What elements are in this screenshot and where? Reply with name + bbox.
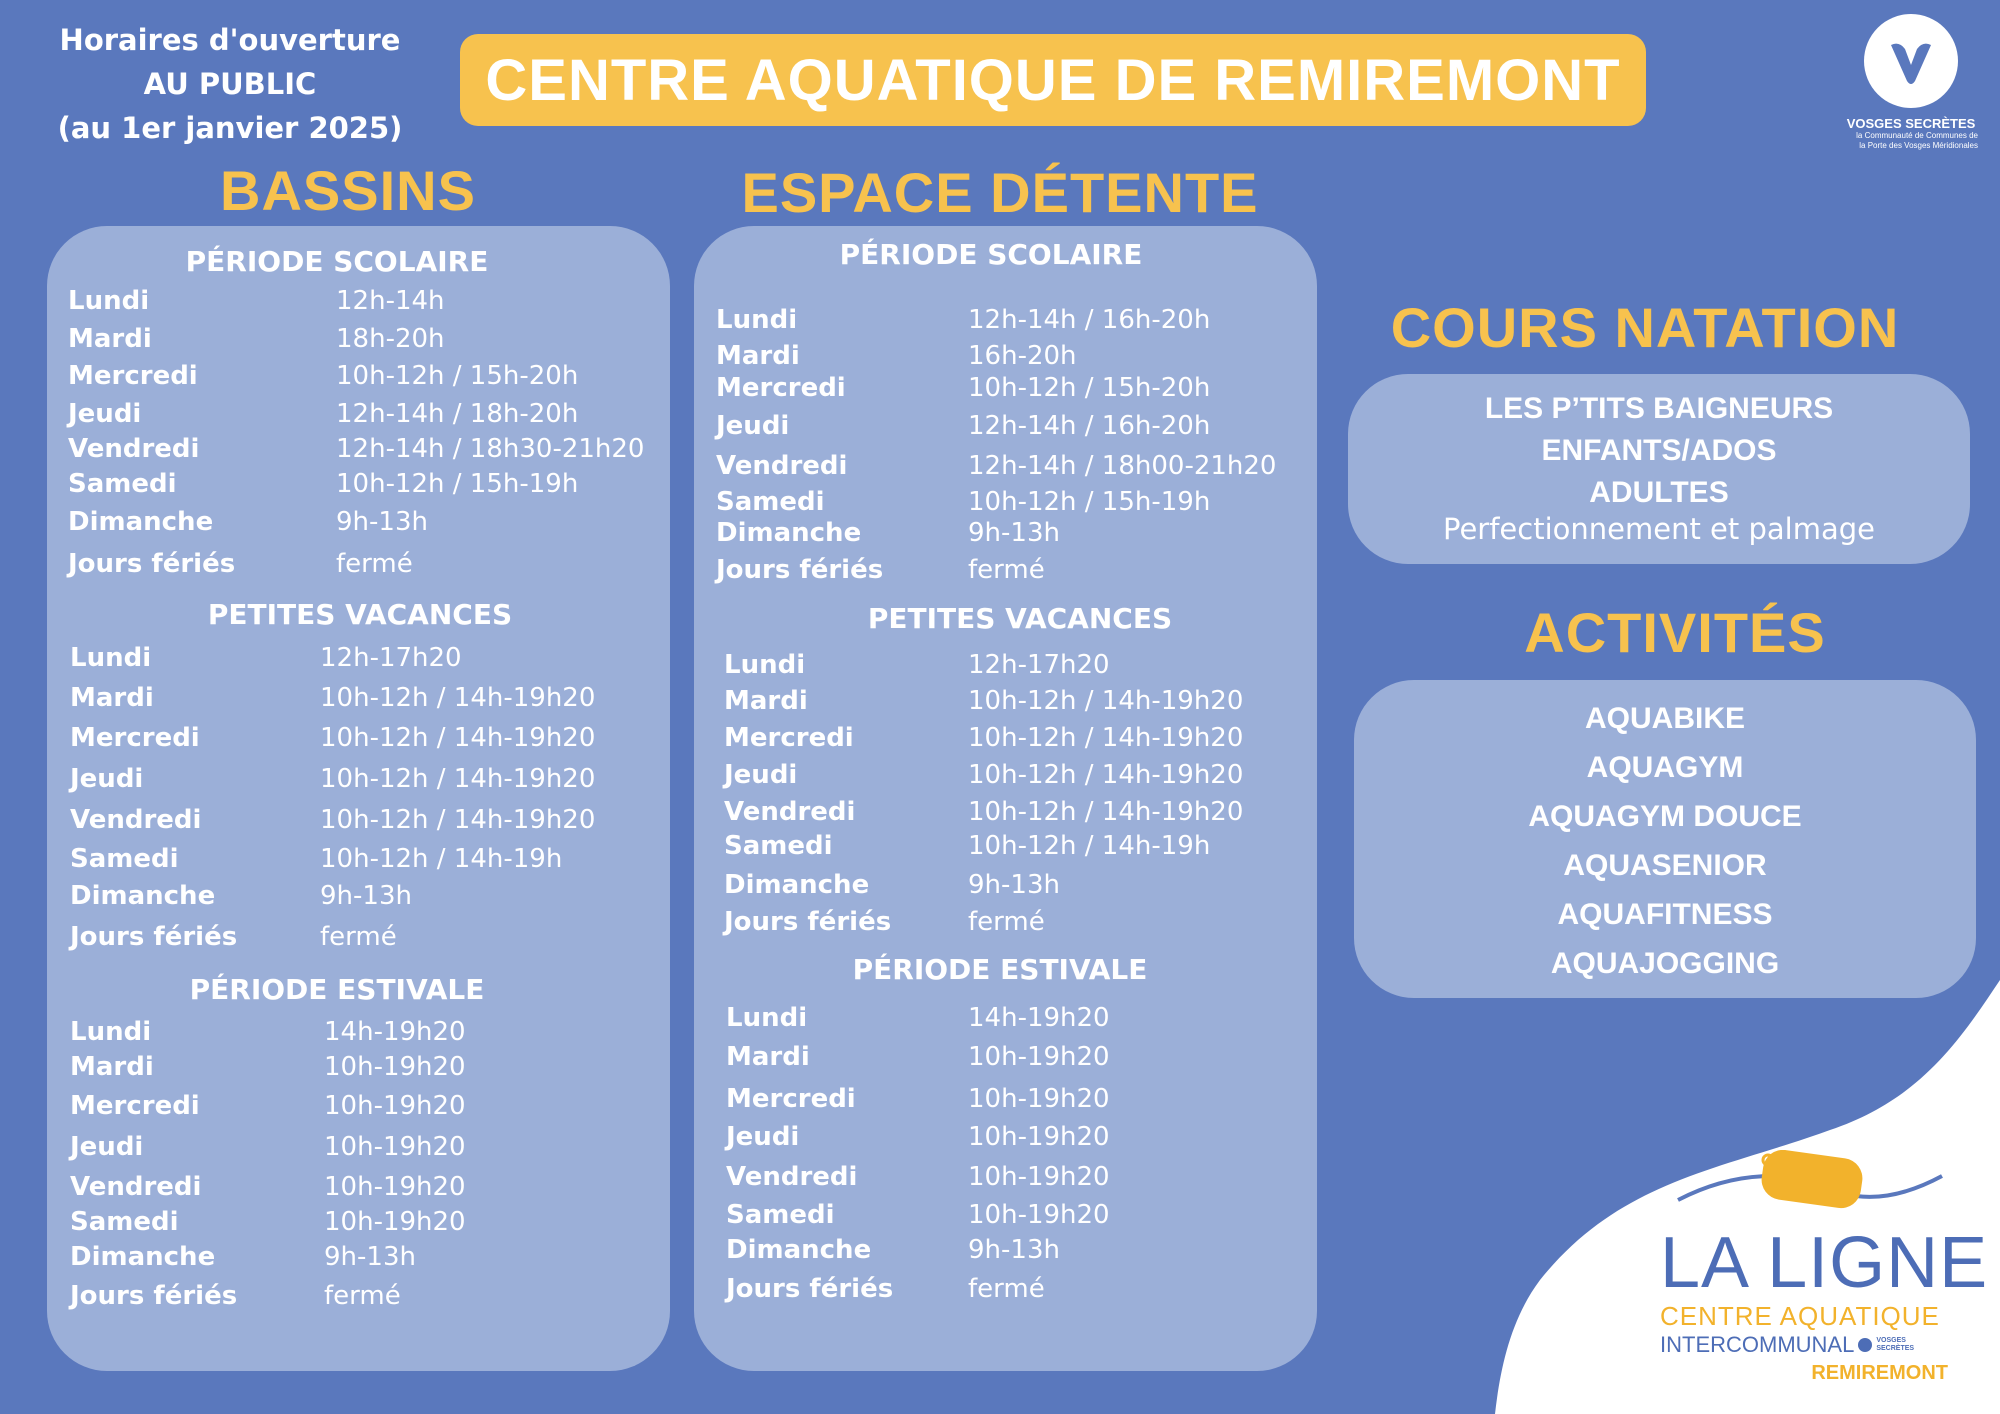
cours-item-enfants: ENFANTS/ADOS [1541,434,1777,467]
hours-line-2: AU PUBLIC [143,67,317,101]
time-value: 12h-14h [336,286,445,316]
day-label: Vendredi [68,434,200,464]
day-label: Mercredi [716,373,846,403]
cours-perfectionnement: Perfectionnement et palmage [1443,512,1875,546]
la-ligne-inter-text: INTERCOMMUNAL [1660,1332,1855,1357]
day-label: Lundi [724,650,806,680]
time-value: 12h-17h20 [320,643,462,673]
bassins-petites-title: PETITES VACANCES [207,598,513,631]
la-ligne-logo [1660,1225,2000,1387]
day-label: Lundi [68,286,150,316]
bassins-title: BASSINS [220,159,476,222]
time-value: 10h-12h / 14h-19h20 [968,723,1244,753]
day-label: Jours fériés [70,1281,238,1311]
time-value: 10h-19h20 [324,1052,466,1082]
bassins-estivale-title: PÉRIODE ESTIVALE [189,973,485,1006]
time-value: 10h-12h / 14h-19h20 [320,683,596,713]
day-label: Dimanche [724,870,870,900]
activites-list [1354,694,1976,988]
time-value: 9h-13h [320,881,412,911]
activite-aquabike: AQUABIKE [1584,702,1745,735]
time-value: 10h-12h / 14h-19h20 [320,805,596,835]
day-label: Jeudi [68,399,142,429]
time-value: 10h-12h / 14h-19h20 [968,797,1244,827]
day-label: Lundi [716,305,798,335]
activite-aquagym: AQUAGYM [1586,751,1744,784]
time-value: 10h-19h20 [968,1200,1110,1230]
day-label: Samedi [70,1207,179,1237]
time-value: 14h-19h20 [968,1003,1110,1033]
time-value: 10h-12h / 14h-19h [320,844,563,874]
time-value: 12h-14h / 18h-20h [336,399,579,429]
day-label: Jours fériés [70,922,238,952]
day-label: Mardi [70,683,154,713]
activites-title: ACTIVITÉS [1524,601,1826,664]
detente-estivale-title: PÉRIODE ESTIVALE [852,953,1148,986]
day-label: Lundi [70,643,152,673]
time-value: 10h-12h / 14h-19h20 [320,764,596,794]
la-ligne-city: REMIREMONT [1811,1362,1948,1384]
day-label: Mercredi [724,723,854,753]
day-label: Vendredi [726,1162,858,1192]
time-value: 9h-13h [968,870,1060,900]
time-value: 10h-12h / 15h-19h [968,487,1211,517]
time-value: fermé [324,1281,401,1311]
vs-logo-title: VOSGES SECRÈTES [1846,116,1976,131]
time-value: 18h-20h [336,324,445,354]
day-label: Dimanche [726,1235,872,1265]
la-ligne-centre: CENTRE AQUATIQUE [1660,1301,1940,1331]
day-label: Jeudi [70,1132,144,1162]
day-label: Dimanche [70,1242,216,1272]
vs-small-line-2: SECRÈTES [1876,1345,1915,1352]
hours-line-3: (au 1er janvier 2025) [57,111,403,145]
cours-item-baigneurs: LES P’TITS BAIGNEURS [1484,392,1834,425]
time-value: 12h-14h / 18h30-21h20 [336,434,645,464]
activite-aquagym-douce: AQUAGYM DOUCE [1528,800,1802,833]
time-value: 9h-13h [968,1235,1060,1265]
day-label: Samedi [716,487,825,517]
banner-title: CENTRE AQUATIQUE DE REMIREMONT [485,47,1621,113]
cours-item-adultes: ADULTES [1589,476,1729,509]
vs-small-line-1: VOSGES [1876,1337,1906,1344]
day-label: Dimanche [70,881,216,911]
day-label: Jours fériés [726,1274,894,1304]
time-value: 9h-13h [336,507,428,537]
time-value: fermé [320,922,397,952]
time-value: 10h-12h / 15h-20h [968,373,1211,403]
day-label: Samedi [726,1200,835,1230]
day-label: Mardi [70,1052,154,1082]
day-label: Jeudi [726,1122,800,1152]
day-label: Lundi [70,1017,152,1047]
day-label: Jours fériés [716,555,884,585]
vs-small-label [1876,1337,1914,1353]
day-label: Mardi [716,341,800,371]
hours-note [30,18,430,150]
time-value: 14h-19h20 [324,1017,466,1047]
day-label: Vendredi [70,1172,202,1202]
time-value: 10h-12h / 14h-19h20 [320,723,596,753]
time-value: 12h-14h / 16h-20h [968,411,1211,441]
time-value: 16h-20h [968,341,1077,371]
day-label: Samedi [68,469,177,499]
vosges-secretes-logo [1836,14,1986,154]
detente-petites-title: PETITES VACANCES [867,602,1173,635]
day-label: Mardi [68,324,152,354]
time-value: 10h-19h20 [968,1162,1110,1192]
day-label: Jeudi [70,764,144,794]
cours-title: COURS NATATION [1390,296,1900,359]
buoy-line-icon [1676,1150,1946,1230]
day-label: Jeudi [724,760,798,790]
activite-aquajogging: AQUAJOGGING [1550,947,1780,980]
time-value: 10h-19h20 [324,1207,466,1237]
activite-aquafitness: AQUAFITNESS [1557,898,1773,931]
time-value: 12h-17h20 [968,650,1110,680]
bassins-scolaire-title: PÉRIODE SCOLAIRE [185,245,489,278]
vosges-secretes-emblem-icon [1864,14,1958,108]
hours-line-1: Horaires d'ouverture [59,23,401,57]
time-value: 10h-12h / 14h-19h20 [968,760,1244,790]
time-value: fermé [336,549,413,579]
day-label: Vendredi [716,451,848,481]
day-label: Dimanche [716,518,862,548]
time-value: 10h-19h20 [324,1091,466,1121]
time-value: 10h-19h20 [968,1084,1110,1114]
day-label: Jeudi [716,411,790,441]
activite-aquasenior: AQUASENIOR [1563,849,1767,882]
time-value: 10h-12h / 15h-19h [336,469,579,499]
time-value: 9h-13h [324,1242,416,1272]
la-ligne-intercommunal [1660,1331,2000,1359]
vs-small-heart-icon [1858,1338,1872,1352]
day-label: Jours fériés [68,549,236,579]
title-banner [460,34,1646,126]
day-label: Dimanche [68,507,214,537]
time-value: 10h-12h / 15h-20h [336,361,579,391]
time-value: 12h-14h / 16h-20h [968,305,1211,335]
day-label: Mercredi [70,723,200,753]
cours-list [1348,388,1970,544]
day-label: Mercredi [68,361,198,391]
time-value: fermé [968,1274,1045,1304]
detente-title: ESPACE DÉTENTE [741,161,1259,224]
time-value: 12h-14h / 18h00-21h20 [968,451,1277,481]
day-label: Samedi [724,831,833,861]
day-label: Samedi [70,844,179,874]
day-label: Jours fériés [724,907,892,937]
day-label: Vendredi [70,805,202,835]
time-value: 10h-19h20 [324,1132,466,1162]
time-value: fermé [968,555,1045,585]
time-value: 10h-12h / 14h-19h [968,831,1211,861]
time-value: 10h-12h / 14h-19h20 [968,686,1244,716]
day-label: Mercredi [726,1084,856,1114]
time-value: fermé [968,907,1045,937]
day-label: Vendredi [724,797,856,827]
vs-logo-sub-1: la Communauté de Communes de [1856,131,1978,140]
day-label: Lundi [726,1003,808,1033]
time-value: 10h-19h20 [968,1122,1110,1152]
time-value: 9h-13h [968,518,1060,548]
day-label: Mardi [726,1042,810,1072]
day-label: Mercredi [70,1091,200,1121]
vs-logo-sub-2: la Porte des Vosges Méridionales [1859,141,1978,150]
day-label: Mardi [724,686,808,716]
detente-scolaire-title: PÉRIODE SCOLAIRE [839,238,1143,271]
la-ligne-title: LA LIGNE [1660,1223,1989,1303]
time-value: 10h-19h20 [324,1172,466,1202]
time-value: 10h-19h20 [968,1042,1110,1072]
